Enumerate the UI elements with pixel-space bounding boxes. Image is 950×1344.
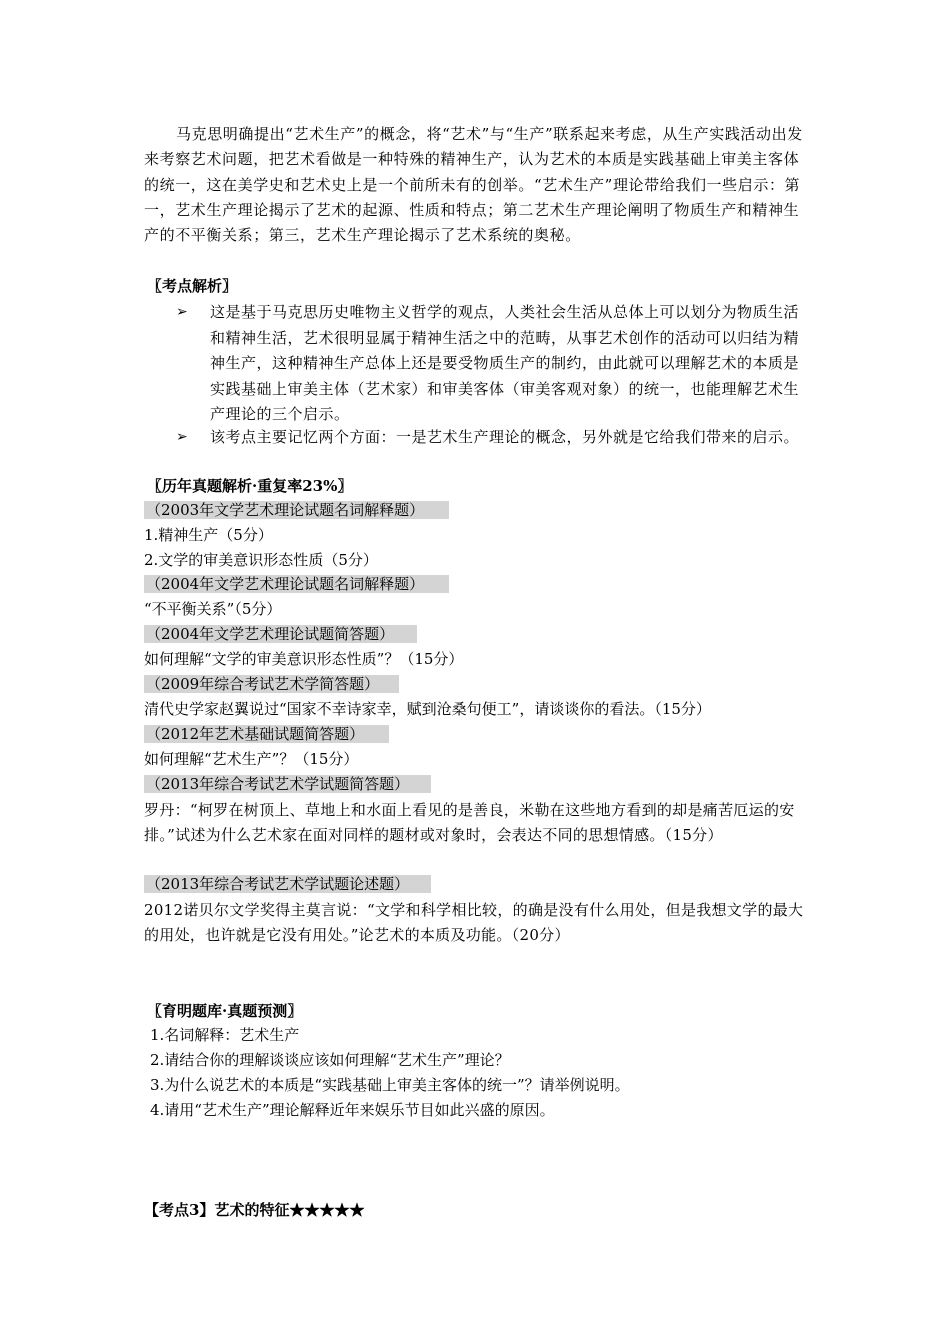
arrow-bullet-icon: ➢ xyxy=(176,304,188,320)
analysis-heading: 〖考点解析〗 xyxy=(147,277,238,295)
exam-question: 2012诺贝尔文学奖得主莫言说：“文学和科学相比较，的确是没有什么用处，但是我想文学的最大的用处，也许就是它没有用处。”论艺术的本质及功能。（20分） xyxy=(144,901,804,944)
exam-question: 如何理解“文学的审美意识形态性质”？（15分） xyxy=(144,650,464,668)
exam-question: 1.精神生产（5分） xyxy=(144,526,273,544)
analysis-bullet-text: 该考点主要记忆两个方面：一是艺术生产理论的概念，另外就是它给我们带来的启示。 xyxy=(210,428,800,446)
analysis-bullet-text: 这是基于马克思历史唯物主义哲学的观点，人类社会生活从总体上可以划分为物质生活和精神生活，艺术很明显属于精神生活之中的范畴，从事艺术创作的活动可以归结为精神生产，这种精神生产总体上还是要受物质生产的制约，由此就可以理解艺术的本质是实践基础上审美主体（艺术家）和审美客体（审美客观对象）的统一，也能理解艺术生产理论的三个启示。 xyxy=(210,303,800,423)
exam-source-label: （2003年文学艺术理论试题名词解释题） xyxy=(144,501,449,519)
prediction-heading: 〖育明题库·真题预测〗 xyxy=(147,1002,303,1020)
exam-question: “不平衡关系”（5分） xyxy=(144,600,282,618)
past-exams-heading: 〖历年真题解析·重复率23%〗 xyxy=(147,477,353,495)
exam-source-label: （2004年文学艺术理论试题简答题） xyxy=(144,625,417,643)
exam-question: 罗丹：“柯罗在树顶上、草地上和水面上看见的是善良，米勒在这些地方看到的却是痛苦厄运的安排。”试述为什么艺术家在面对同样的题材或对象时，会表达不同的思想情感。（15分） xyxy=(144,801,795,844)
exam-question: 如何理解“艺术生产”？（15分） xyxy=(144,750,359,768)
exam-source-label: （2013年综合考试艺术学试题简答题） xyxy=(144,775,431,793)
prediction-item: 4.请用“艺术生产”理论解释近年来娱乐节目如此兴盛的原因。 xyxy=(150,1101,555,1119)
exam-source-label: （2009年综合考试艺术学简答题） xyxy=(144,675,399,693)
arrow-bullet-icon: ➢ xyxy=(176,429,188,445)
exam-source-label: （2013年综合考试艺术学试题论述题） xyxy=(144,875,431,893)
prediction-item: 2.请结合你的理解谈谈应该如何理解“艺术生产”理论？ xyxy=(150,1051,510,1069)
prediction-item: 3.为什么说艺术的本质是“实践基础上审美主客体的统一”？请举例说明。 xyxy=(150,1076,630,1094)
exam-source-label: （2012年艺术基础试题简答题） xyxy=(144,725,389,743)
exam-source-label: （2004年文学艺术理论试题名词解释题） xyxy=(144,575,449,593)
intro-paragraph: 马克思明确提出“艺术生产”的概念，将“艺术”与“生产”联系起来考虑，从生产实践活动出发来考察艺术问题，把艺术看做是一种特殊的精神生产，认为艺术的本质是实践基础上审美主客体的统一，这在美学史和艺术史上是一个前所未有的创举。“艺术生产”理论带给我们一些启示：第一，艺术生产理论揭示了艺术的起源、性质和特点；第二艺术生产理论阐明了物质生产和精神生产的不平衡关系；第三，艺术生产理论揭示了艺术系统的奥秘。 xyxy=(144,125,803,245)
analysis-bullet xyxy=(176,425,808,477)
analysis-bullet xyxy=(176,300,808,428)
exam-question: 清代史学家赵翼说过“国家不幸诗家幸，赋到沧桑句便工”，请谈谈你的看法。（15分） xyxy=(144,700,711,718)
prediction-item: 1.名词解释：艺术生产 xyxy=(150,1026,300,1044)
section-heading: 【考点3】艺术的特征★★★★★ xyxy=(144,1201,365,1219)
exam-question: 2.文学的审美意识形态性质（5分） xyxy=(144,551,378,569)
